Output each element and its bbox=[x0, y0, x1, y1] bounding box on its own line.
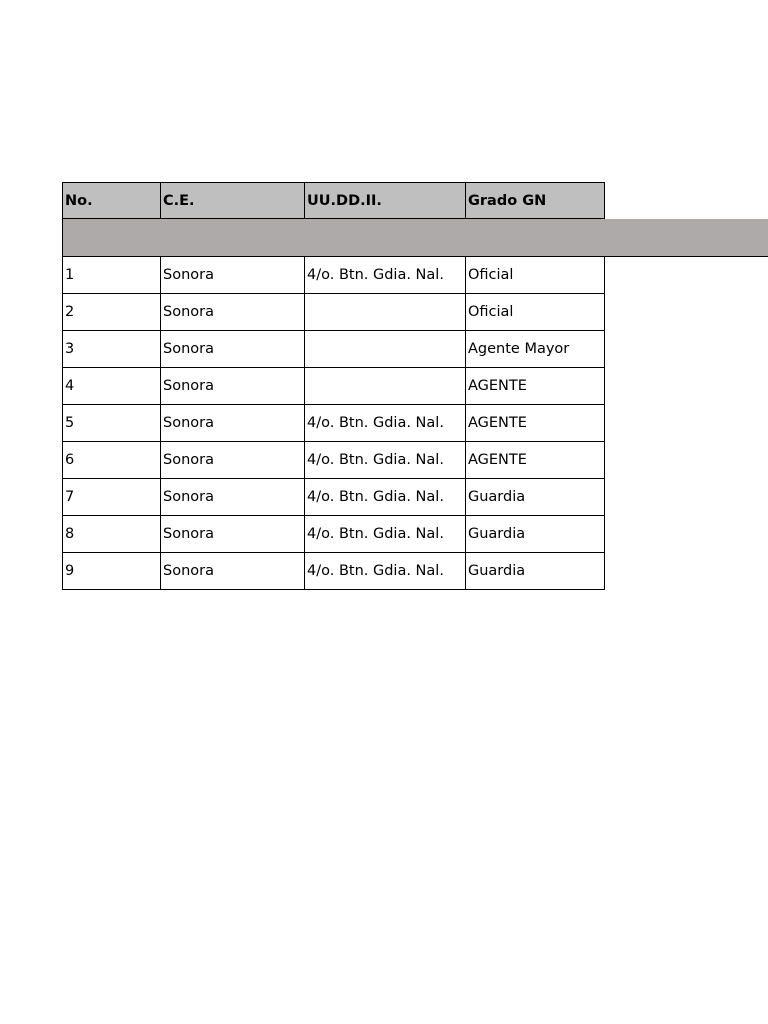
table-cell-ce[interactable]: Sonora bbox=[160, 442, 305, 479]
table-row bbox=[62, 553, 768, 590]
header-cell-uuddii[interactable]: UU.DD.II. bbox=[304, 182, 466, 219]
table-cell-ce[interactable]: Sonora bbox=[160, 368, 305, 405]
table-cell-grado-gn[interactable]: Guardia bbox=[465, 479, 605, 516]
table-cell-uuddii[interactable] bbox=[304, 294, 466, 331]
table-cell-uuddii[interactable]: 4/o. Btn. Gdia. Nal. bbox=[304, 257, 466, 294]
table-cell-grado-gn[interactable]: AGENTE bbox=[465, 442, 605, 479]
table-cell-uuddii[interactable]: 4/o. Btn. Gdia. Nal. bbox=[304, 516, 466, 553]
table-cell-uuddii[interactable] bbox=[304, 368, 466, 405]
header-cell-ce[interactable]: C.E. bbox=[160, 182, 305, 219]
table-row bbox=[62, 516, 768, 553]
table-cell-no[interactable]: 2 bbox=[62, 294, 161, 331]
table-row bbox=[62, 442, 768, 479]
header-cell-no[interactable]: No. bbox=[62, 182, 161, 219]
table-cell-grado-gn[interactable]: AGENTE bbox=[465, 405, 605, 442]
grey-band-row bbox=[62, 219, 768, 257]
table-cell-no[interactable]: 9 bbox=[62, 553, 161, 590]
table-row bbox=[62, 331, 768, 368]
table-row bbox=[62, 257, 768, 294]
grey-band[interactable] bbox=[62, 219, 768, 257]
table-cell-uuddii[interactable] bbox=[304, 331, 466, 368]
table-cell-ce[interactable]: Sonora bbox=[160, 331, 305, 368]
table-row bbox=[62, 479, 768, 516]
table-row bbox=[62, 405, 768, 442]
table-cell-uuddii[interactable]: 4/o. Btn. Gdia. Nal. bbox=[304, 405, 466, 442]
table-cell-grado-gn[interactable]: Oficial bbox=[465, 294, 605, 331]
header-cell-grado-gn[interactable]: Grado GN bbox=[465, 182, 605, 219]
table-cell-ce[interactable]: Sonora bbox=[160, 257, 305, 294]
table-header-row bbox=[62, 182, 768, 219]
table-cell-no[interactable]: 6 bbox=[62, 442, 161, 479]
table-cell-no[interactable]: 1 bbox=[62, 257, 161, 294]
table-cell-grado-gn[interactable]: Agente Mayor bbox=[465, 331, 605, 368]
table-cell-ce[interactable]: Sonora bbox=[160, 294, 305, 331]
table-cell-ce[interactable]: Sonora bbox=[160, 516, 305, 553]
table-cell-grado-gn[interactable]: Guardia bbox=[465, 553, 605, 590]
table-cell-no[interactable]: 3 bbox=[62, 331, 161, 368]
table-cell-no[interactable]: 4 bbox=[62, 368, 161, 405]
table-cell-grado-gn[interactable]: AGENTE bbox=[465, 368, 605, 405]
table-row bbox=[62, 294, 768, 331]
table-cell-no[interactable]: 8 bbox=[62, 516, 161, 553]
table-cell-no[interactable]: 7 bbox=[62, 479, 161, 516]
table-cell-uuddii[interactable]: 4/o. Btn. Gdia. Nal. bbox=[304, 479, 466, 516]
table-cell-uuddii[interactable]: 4/o. Btn. Gdia. Nal. bbox=[304, 553, 466, 590]
table-cell-ce[interactable]: Sonora bbox=[160, 405, 305, 442]
table-row bbox=[62, 368, 768, 405]
data-table bbox=[62, 182, 768, 590]
table-body bbox=[62, 257, 768, 590]
table-cell-uuddii[interactable]: 4/o. Btn. Gdia. Nal. bbox=[304, 442, 466, 479]
table-cell-no[interactable]: 5 bbox=[62, 405, 161, 442]
table-cell-grado-gn[interactable]: Guardia bbox=[465, 516, 605, 553]
table-cell-ce[interactable]: Sonora bbox=[160, 553, 305, 590]
table-cell-grado-gn[interactable]: Oficial bbox=[465, 257, 605, 294]
table-cell-ce[interactable]: Sonora bbox=[160, 479, 305, 516]
